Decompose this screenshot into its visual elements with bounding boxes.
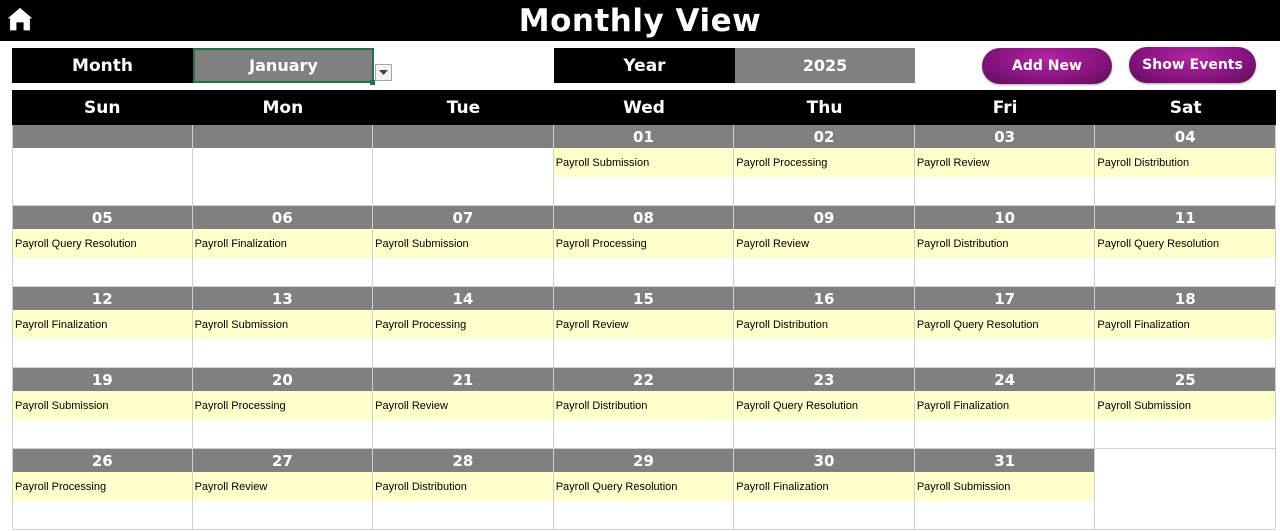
day-number: 26 <box>13 449 192 472</box>
page-title: Monthly View <box>518 2 762 39</box>
calendar-day-cell[interactable] <box>915 206 1096 287</box>
calendar-day-cell[interactable] <box>734 125 915 206</box>
event-item[interactable]: Payroll Submission <box>915 472 1095 501</box>
event-item[interactable]: Payroll Processing <box>554 229 734 258</box>
day-number: 18 <box>1095 287 1275 310</box>
weekday-thu: Thu <box>806 97 843 118</box>
day-number: 04 <box>1095 125 1275 148</box>
calendar-day-cell[interactable] <box>1095 125 1276 206</box>
day-number: 13 <box>193 287 373 310</box>
event-item[interactable]: Payroll Review <box>373 391 553 420</box>
event-item[interactable]: Payroll Finalization <box>193 229 373 258</box>
event-item[interactable]: Payroll Distribution <box>373 472 553 501</box>
calendar-day-cell[interactable] <box>915 287 1096 368</box>
event-item[interactable]: Payroll Submission <box>13 391 192 420</box>
event-item[interactable]: Payroll Query Resolution <box>13 229 192 258</box>
calendar-grid <box>12 125 1276 530</box>
event-item[interactable]: Payroll Distribution <box>915 229 1095 258</box>
day-number: 01 <box>554 125 734 148</box>
event-item[interactable]: Payroll Review <box>915 148 1095 177</box>
title-bar <box>0 0 1280 41</box>
day-number: 19 <box>13 368 192 391</box>
day-number: 12 <box>13 287 192 310</box>
day-number <box>1095 449 1275 472</box>
day-number: 11 <box>1095 206 1275 229</box>
year-label: Year <box>554 48 735 83</box>
event-item[interactable]: Payroll Submission <box>373 229 553 258</box>
day-number: 24 <box>915 368 1095 391</box>
calendar-day-cell[interactable] <box>915 449 1096 530</box>
event-item[interactable]: Payroll Review <box>734 229 914 258</box>
event-item[interactable]: Payroll Review <box>554 310 734 339</box>
event-item[interactable]: Payroll Query Resolution <box>1095 229 1275 258</box>
calendar-day-cell[interactable] <box>193 287 374 368</box>
calendar-day-cell[interactable] <box>12 449 193 530</box>
calendar-day-cell[interactable] <box>554 368 735 449</box>
weekday-wed: Wed <box>623 97 665 118</box>
day-number: 23 <box>734 368 914 391</box>
day-number: 07 <box>373 206 553 229</box>
event-item[interactable]: Payroll Submission <box>1095 391 1275 420</box>
day-number: 27 <box>193 449 373 472</box>
event-item[interactable]: Payroll Finalization <box>915 391 1095 420</box>
event-item[interactable]: Payroll Finalization <box>13 310 192 339</box>
calendar-day-cell[interactable] <box>554 125 735 206</box>
calendar-day-cell[interactable] <box>554 449 735 530</box>
day-number: 20 <box>193 368 373 391</box>
event-item[interactable]: Payroll Query Resolution <box>554 472 734 501</box>
calendar-day-cell[interactable] <box>373 449 554 530</box>
day-number <box>13 125 192 148</box>
calendar-day-cell[interactable] <box>193 368 374 449</box>
event-item[interactable]: Payroll Submission <box>193 310 373 339</box>
calendar-day-cell[interactable] <box>734 449 915 530</box>
weekday-sat: Sat <box>1169 97 1202 118</box>
event-item[interactable]: Payroll Query Resolution <box>915 310 1095 339</box>
event-item[interactable] <box>373 148 553 177</box>
event-item[interactable]: Payroll Submission <box>554 148 734 177</box>
day-number: 05 <box>13 206 192 229</box>
month-select[interactable]: January <box>193 48 374 83</box>
weekday-tue: Tue <box>446 97 481 118</box>
show-events-button[interactable]: Show Events <box>1129 47 1256 83</box>
day-number: 29 <box>554 449 734 472</box>
day-number: 28 <box>373 449 553 472</box>
calendar-day-cell[interactable] <box>373 287 554 368</box>
day-number: 16 <box>734 287 914 310</box>
calendar-day-cell[interactable] <box>193 449 374 530</box>
year-input[interactable]: 2025 <box>735 48 915 83</box>
day-number: 08 <box>554 206 734 229</box>
calendar-day-cell[interactable] <box>554 206 735 287</box>
day-number: 10 <box>915 206 1095 229</box>
day-number: 21 <box>373 368 553 391</box>
weekday-fri: Fri <box>992 97 1018 118</box>
month-dropdown-button[interactable] <box>375 64 392 81</box>
add-new-button[interactable]: Add New <box>982 48 1112 84</box>
calendar-day-cell[interactable] <box>1095 449 1276 530</box>
event-item[interactable]: Payroll Finalization <box>1095 310 1275 339</box>
weekday-mon: Mon <box>262 97 304 118</box>
day-number <box>193 125 373 148</box>
calendar-day-cell[interactable] <box>1095 287 1276 368</box>
event-item[interactable] <box>13 148 192 177</box>
day-number: 14 <box>373 287 553 310</box>
calendar-day-cell[interactable] <box>193 206 374 287</box>
day-number: 09 <box>734 206 914 229</box>
event-item[interactable]: Payroll Distribution <box>734 310 914 339</box>
calendar-day-cell[interactable] <box>12 206 193 287</box>
weekday-header <box>12 90 1276 125</box>
day-number: 15 <box>554 287 734 310</box>
event-item[interactable]: Payroll Query Resolution <box>734 391 914 420</box>
calendar-day-cell[interactable] <box>12 287 193 368</box>
calendar-day-cell[interactable] <box>12 125 193 206</box>
calendar-day-cell[interactable] <box>734 287 915 368</box>
day-number <box>373 125 553 148</box>
weekday-sun: Sun <box>84 97 121 118</box>
day-number: 25 <box>1095 368 1275 391</box>
day-number: 06 <box>193 206 373 229</box>
event-item[interactable]: Payroll Processing <box>13 472 192 501</box>
calendar-day-cell[interactable] <box>1095 206 1276 287</box>
calendar-day-cell[interactable] <box>915 368 1096 449</box>
event-item[interactable]: Payroll Distribution <box>554 391 734 420</box>
calendar-day-cell[interactable] <box>734 206 915 287</box>
day-number: 02 <box>734 125 914 148</box>
event-item[interactable] <box>1095 472 1275 501</box>
calendar-day-cell[interactable] <box>554 287 735 368</box>
calendar-day-cell[interactable] <box>12 368 193 449</box>
calendar-day-cell[interactable] <box>373 368 554 449</box>
day-number: 31 <box>915 449 1095 472</box>
home-icon[interactable] <box>5 4 35 34</box>
event-item[interactable]: Payroll Processing <box>193 391 373 420</box>
event-item[interactable]: Payroll Distribution <box>1095 148 1275 177</box>
event-item[interactable]: Payroll Processing <box>373 310 553 339</box>
event-item[interactable] <box>193 148 373 177</box>
month-label: Month <box>12 48 193 83</box>
calendar-day-cell[interactable] <box>373 125 554 206</box>
day-number: 30 <box>734 449 914 472</box>
calendar-day-cell[interactable] <box>373 206 554 287</box>
event-item[interactable]: Payroll Finalization <box>734 472 914 501</box>
event-item[interactable]: Payroll Review <box>193 472 373 501</box>
day-number: 17 <box>915 287 1095 310</box>
chevron-down-icon <box>379 70 388 76</box>
calendar-day-cell[interactable] <box>915 125 1096 206</box>
calendar-day-cell[interactable] <box>734 368 915 449</box>
event-item[interactable]: Payroll Processing <box>734 148 914 177</box>
calendar-day-cell[interactable] <box>193 125 374 206</box>
calendar-day-cell[interactable] <box>1095 368 1276 449</box>
day-number: 03 <box>915 125 1095 148</box>
day-number: 22 <box>554 368 734 391</box>
